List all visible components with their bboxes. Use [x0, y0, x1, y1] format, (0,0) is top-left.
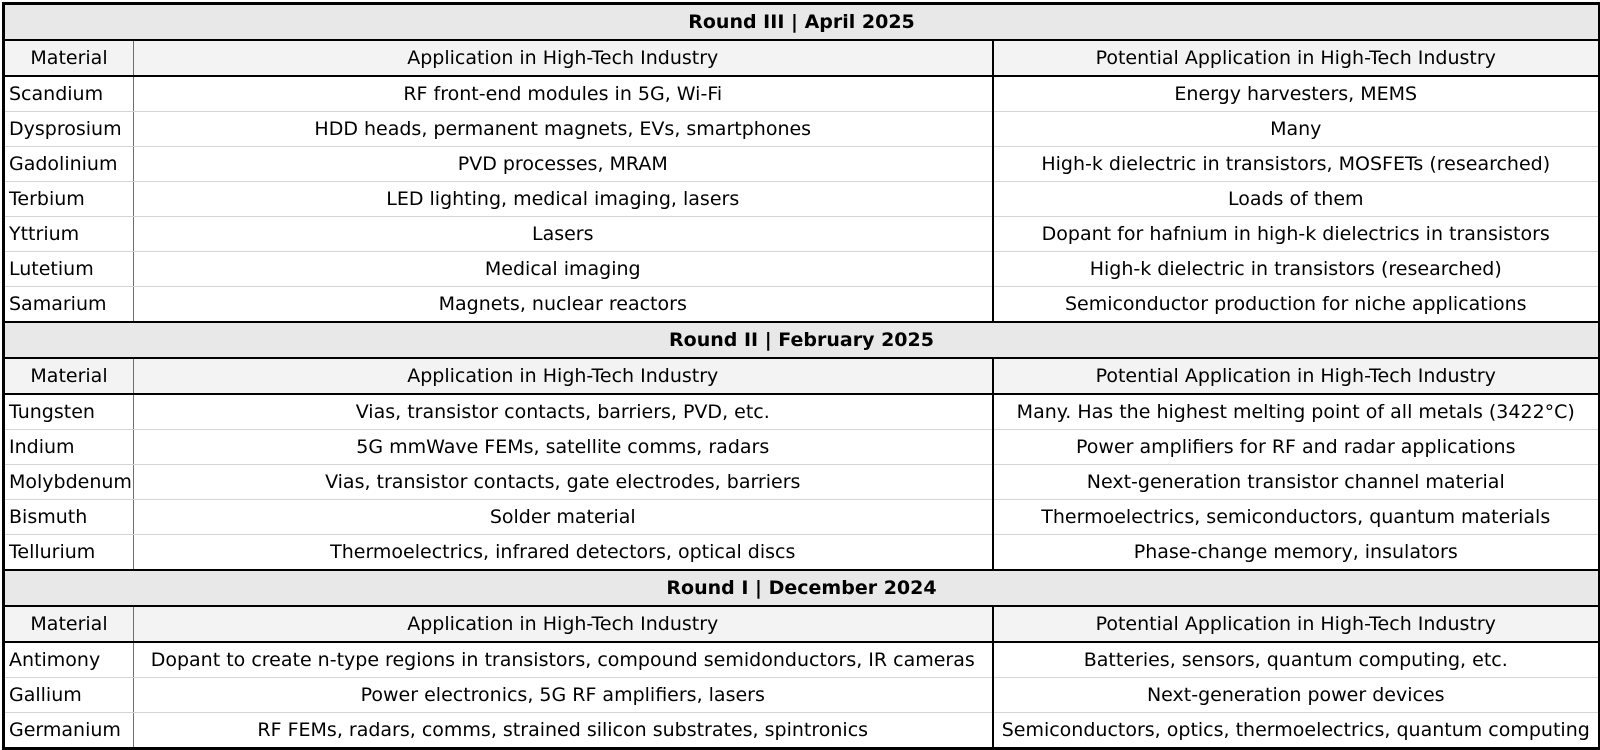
table-row — [4, 678, 1600, 713]
material-cell: Dysprosium — [4, 112, 134, 147]
table-row — [4, 182, 1600, 217]
application-cell: Medical imaging — [134, 252, 993, 287]
round-section — [4, 322, 1600, 570]
material-cell: Antimony — [4, 642, 134, 678]
materials-table — [2, 2, 1600, 750]
material-cell: Indium — [4, 430, 134, 465]
header-material: Material — [4, 358, 134, 394]
material-cell: Lutetium — [4, 252, 134, 287]
potential-application-cell: Batteries, sensors, quantum computing, etc. — [993, 642, 1600, 678]
material-cell: Bismuth — [4, 500, 134, 535]
round-title-row — [4, 570, 1600, 606]
round-title: Round III | April 2025 — [4, 4, 1600, 41]
potential-application-cell: Thermoelectrics, semiconductors, quantum materials — [993, 500, 1600, 535]
potential-application-cell: Power amplifiers for RF and radar applications — [993, 430, 1600, 465]
potential-application-cell: Next-generation power devices — [993, 678, 1600, 713]
potential-application-cell: Semiconductor production for niche applications — [993, 287, 1600, 323]
header-material: Material — [4, 606, 134, 642]
table-row — [4, 217, 1600, 252]
table-row — [4, 394, 1600, 430]
application-cell: Vias, transistor contacts, gate electrodes, barriers — [134, 465, 993, 500]
table-row — [4, 535, 1600, 571]
round-title-row — [4, 322, 1600, 358]
application-cell: PVD processes, MRAM — [134, 147, 993, 182]
header-application: Application in High-Tech Industry — [134, 606, 993, 642]
material-cell: Tungsten — [4, 394, 134, 430]
table-row — [4, 287, 1600, 323]
material-cell: Yttrium — [4, 217, 134, 252]
material-cell: Tellurium — [4, 535, 134, 571]
potential-application-cell: Next-generation transistor channel material — [993, 465, 1600, 500]
table-row — [4, 112, 1600, 147]
application-cell: LED lighting, medical imaging, lasers — [134, 182, 993, 217]
header-application: Application in High-Tech Industry — [134, 40, 993, 76]
table-row — [4, 642, 1600, 678]
application-cell: HDD heads, permanent magnets, EVs, smartphones — [134, 112, 993, 147]
potential-application-cell: High-k dielectric in transistors, MOSFETs (researched) — [993, 147, 1600, 182]
header-application: Application in High-Tech Industry — [134, 358, 993, 394]
material-cell: Gadolinium — [4, 147, 134, 182]
table-row — [4, 252, 1600, 287]
material-cell: Samarium — [4, 287, 134, 323]
potential-application-cell: Many. Has the highest melting point of all metals (3422°C) — [993, 394, 1600, 430]
application-cell: Solder material — [134, 500, 993, 535]
header-potential-application: Potential Application in High-Tech Industry — [993, 40, 1600, 76]
application-cell: 5G mmWave FEMs, satellite comms, radars — [134, 430, 993, 465]
application-cell: Power electronics, 5G RF amplifiers, lasers — [134, 678, 993, 713]
application-cell: Dopant to create n-type regions in transistors, compound semidonductors, IR cameras — [134, 642, 993, 678]
application-cell: Magnets, nuclear reactors — [134, 287, 993, 323]
round-title: Round I | December 2024 — [4, 570, 1600, 606]
application-cell: Thermoelectrics, infrared detectors, optical discs — [134, 535, 993, 571]
potential-application-cell: Phase-change memory, insulators — [993, 535, 1600, 571]
column-header-row — [4, 358, 1600, 394]
round-section — [4, 4, 1600, 323]
table-row — [4, 500, 1600, 535]
material-cell: Germanium — [4, 713, 134, 749]
potential-application-cell: Energy harvesters, MEMS — [993, 76, 1600, 112]
header-potential-application: Potential Application in High-Tech Industry — [993, 606, 1600, 642]
application-cell: Lasers — [134, 217, 993, 252]
application-cell: Vias, transistor contacts, barriers, PVD, etc. — [134, 394, 993, 430]
application-cell: RF FEMs, radars, comms, strained silicon substrates, spintronics — [134, 713, 993, 749]
application-cell: RF front-end modules in 5G, Wi-Fi — [134, 76, 993, 112]
potential-application-cell: Loads of them — [993, 182, 1600, 217]
round-title-row — [4, 4, 1600, 41]
header-material: Material — [4, 40, 134, 76]
column-header-row — [4, 606, 1600, 642]
potential-application-cell: Semiconductors, optics, thermoelectrics, quantum computing — [993, 713, 1600, 749]
potential-application-cell: Dopant for hafnium in high-k dielectrics in transistors — [993, 217, 1600, 252]
table-row — [4, 147, 1600, 182]
table-row — [4, 465, 1600, 500]
table-row — [4, 76, 1600, 112]
material-cell: Terbium — [4, 182, 134, 217]
header-potential-application: Potential Application in High-Tech Industry — [993, 358, 1600, 394]
material-cell: Gallium — [4, 678, 134, 713]
round-section — [4, 570, 1600, 749]
material-cell: Molybdenum — [4, 465, 134, 500]
material-cell: Scandium — [4, 76, 134, 112]
column-header-row — [4, 40, 1600, 76]
table-row — [4, 713, 1600, 749]
round-title: Round II | February 2025 — [4, 322, 1600, 358]
potential-application-cell: High-k dielectric in transistors (researched) — [993, 252, 1600, 287]
table-row — [4, 430, 1600, 465]
potential-application-cell: Many — [993, 112, 1600, 147]
